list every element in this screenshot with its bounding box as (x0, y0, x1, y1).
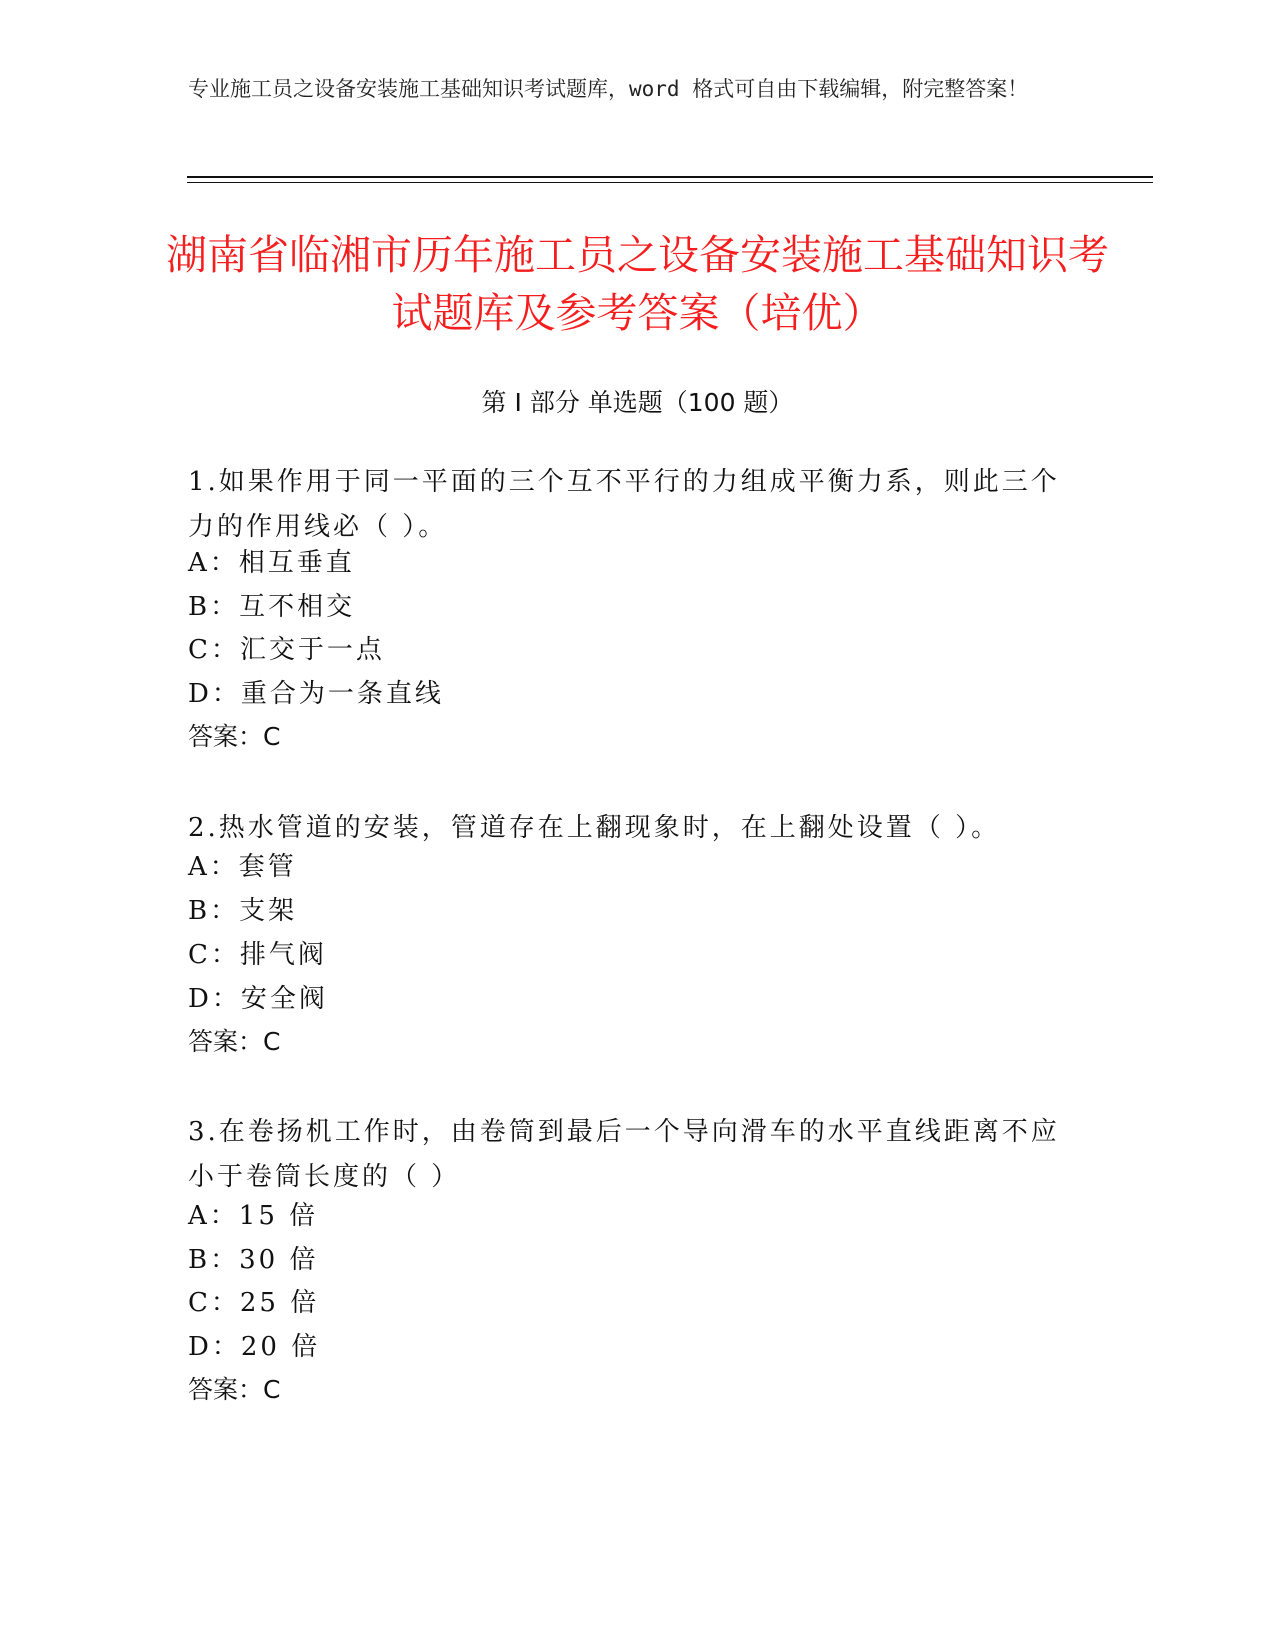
header-note: 专业施工员之设备安装施工基础知识考试题库，word 格式可自由下载编辑，附完整答案！ (188, 77, 1029, 101)
question-3-answer: 答案：C (188, 1375, 281, 1404)
question-3-option-a: A：15 倍 (188, 1201, 319, 1231)
header-rule-thick (187, 176, 1153, 178)
question-2-option-a: A：套管 (188, 852, 297, 882)
question-3-text: 3.在卷扬机工作时，由卷筒到最后一个导向滑车的水平直线距离不应小于卷筒长度的（ ） (188, 1117, 1060, 1192)
question-3-option-c: C：25 倍 (188, 1288, 320, 1318)
question-2-answer: 答案：C (188, 1027, 281, 1056)
question-2-option-c: C：排气阀 (188, 940, 327, 970)
question-1-option-a: A：相互垂直 (188, 548, 355, 578)
question-3-option-b: B：30 倍 (188, 1245, 319, 1275)
question-1-answer: 答案：C (188, 722, 281, 751)
question-1-text: 1.如果作用于同一平面的三个互不平行的力组成平衡力系，则此三个力的作用线必（ ）。 (188, 467, 1060, 542)
question-1-option-c: C：汇交于一点 (188, 635, 385, 665)
section-heading: 第 I 部分 单选题（100 题） (481, 388, 794, 417)
header-rule-thin (187, 182, 1153, 183)
question-2-option-d: D：安全阀 (188, 984, 328, 1014)
question-1-option-d: D：重合为一条直线 (188, 679, 444, 709)
question-1-option-b: B：互不相交 (188, 592, 356, 622)
question-2-text: 2.热水管道的安装，管道存在上翻现象时，在上翻处设置（ ）。 (188, 813, 1001, 843)
question-2-option-b: B：支架 (188, 896, 298, 926)
question-3-option-d: D：20 倍 (188, 1332, 321, 1362)
document-title: 湖南省临湘市历年施工员之设备安装施工基础知识考试题库及参考答案（培优） (166, 231, 1109, 337)
